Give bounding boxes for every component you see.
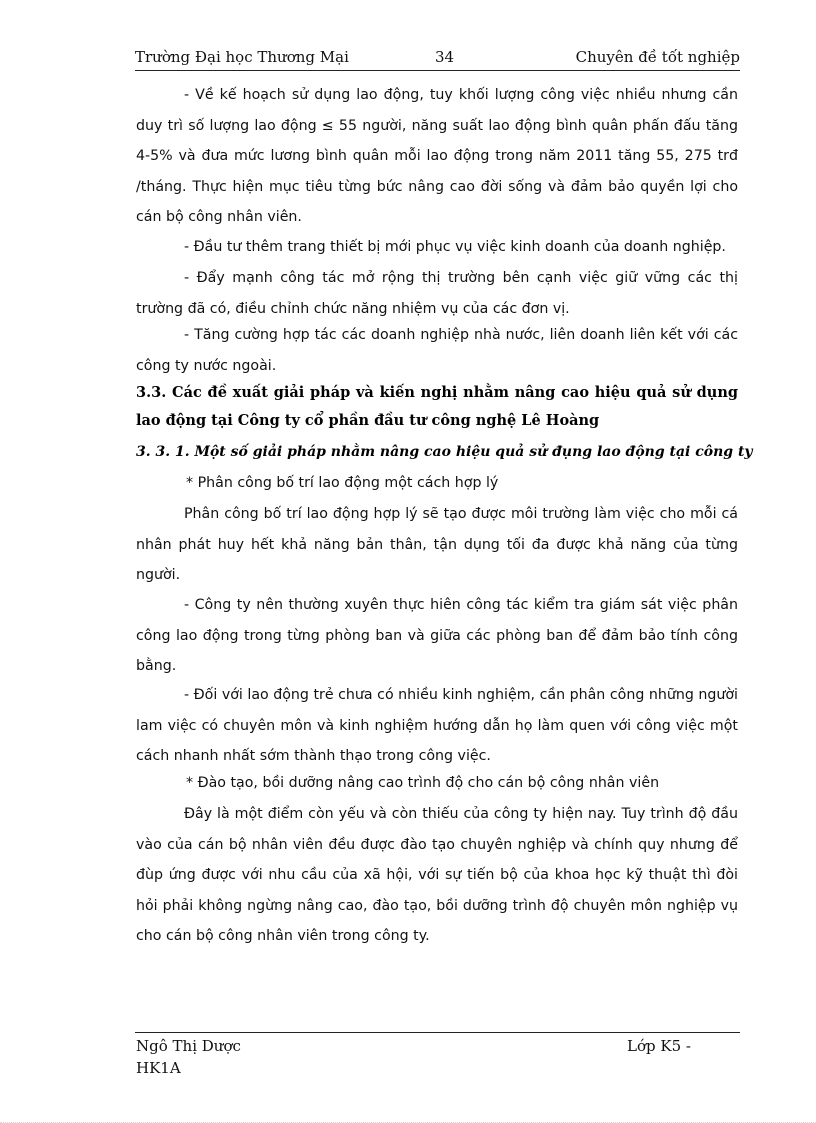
- paragraph-cooperation: - Tăng cường hợp tác các doanh nghiệp nhà nước, liên doanh liên kết với các công ty nước ngoài.: [136, 327, 738, 374]
- header-thesis-title: Chuyên đề tốt nghiệp: [575, 48, 740, 66]
- page-number: 34: [435, 48, 455, 66]
- paragraph-labor-plan: - Về kế hoạch sử dụng lao động, tuy khối lượng công việc nhiều nhưng cần duy trì số lượng lao động ≤ 55 người, năng suất lao động bình quân phấn đấu tăng 4-5% và đưa mức lương bình quân mỗi lao động trong năm 2011 tăng 55, 275 trđ /tháng. Thực hiện mục tiêu từng bức nâng cao đời sống và đảm bảo quyền lợi cho cán bộ công nhân viên.: [136, 87, 738, 225]
- paragraph-market-expansion: - Đẩy mạnh công tác mở rộng thị trường bên cạnh việc giữ vững các thị trường đã có, điều chỉnh chức năng nhiệm vụ của các đơn vị.: [136, 270, 738, 317]
- paragraph-supervision: - Công ty nên thường xuyên thực hiên công tác kiểm tra giám sát việc phân công lao động trong từng phòng ban và giữa các phòng ban để đảm bảo tính công bằng.: [136, 597, 738, 674]
- footer-class-label: Lớp K5 -: [627, 1037, 691, 1055]
- subsection-heading-3-3-1: 3. 3. 1. Một số giải pháp nhằm nâng cao hiệu quả sử đụng lao động tại công ty: [136, 444, 753, 460]
- footer-rule: [135, 1032, 740, 1033]
- paragraph-young-workers: - Đối với lao động trẻ chưa có nhiều kinh nghiệm, cần phân công những người lam việc có chuyên môn và kinh nghiệm hướng dẫn họ làm quen với công việc một cách nhanh nhất sớm thành thạo trong công việc.: [136, 687, 738, 764]
- paragraph-equipment: - Đầu tư thêm trang thiết bị mới phục vụ việc kinh doanh của doanh nghiệp.: [184, 239, 726, 255]
- page-header: [135, 48, 740, 70]
- section-heading-3-3: 3.3. Các đề xuất giải pháp và kiến nghị nhằm nâng cao hiệu quả sử dụng lao động tại Công ty cổ phần đầu tư công nghệ Lê Hoàng: [136, 384, 738, 429]
- footer-class-code: HK1A: [136, 1059, 181, 1077]
- bullet-labor-allocation: * Phân công bố trí lao động một cách hợp lý: [186, 475, 499, 491]
- header-school: Trường Đại học Thương Mại: [135, 48, 349, 66]
- paragraph-training-need: Đây là một điểm còn yếu và còn thiếu của công ty hiện nay. Tuy trình độ đầu vào của cán bộ nhân viên đều được đào tạo chuyên nghiệp và chính quy nhưng để đùp ứng được với nhu cầu của xã hội, với sự tiến bộ của khoa học kỹ thuật thì đòi hỏi phải không ngừng nâng cao, đào tạo, bồi dưỡng trình độ chuyên môn nghiệp vụ cho cán bộ công nhân viên trong công ty.: [136, 806, 738, 944]
- paragraph-allocation-benefit: Phân công bố trí lao động hợp lý sẽ tạo được môi trường làm việc cho mỗi cá nhân phát huy hết khả năng bản thân, tận dụng tối đa được khả năng của từng người.: [136, 506, 738, 583]
- header-rule: [135, 70, 740, 71]
- footer-author: Ngô Thị Dược: [136, 1037, 241, 1055]
- bullet-training: * Đào tạo, bồi dưỡng nâng cao trình độ cho cán bộ công nhân viên: [186, 775, 660, 791]
